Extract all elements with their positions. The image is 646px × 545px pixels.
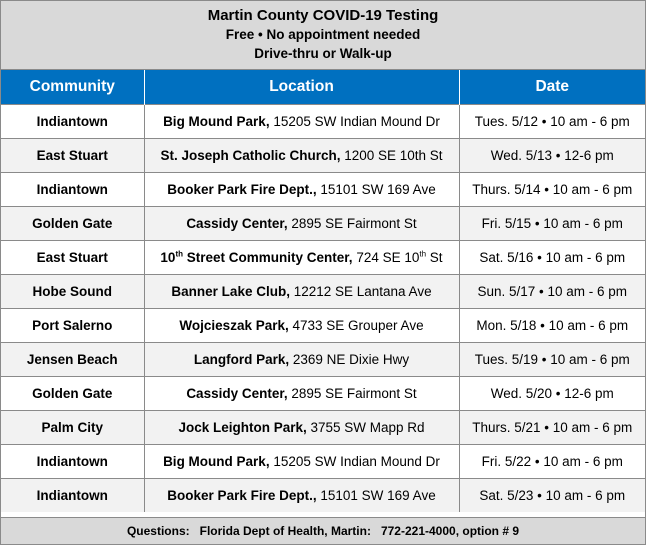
table-row xyxy=(1,275,645,309)
date-cell: Fri. 5/22 • 10 am - 6 pm xyxy=(459,445,645,479)
date-cell: Mon. 5/18 • 10 am - 6 pm xyxy=(459,309,645,343)
location-cell xyxy=(144,479,459,513)
venue-address: 2895 SE Fairmont St xyxy=(287,386,417,401)
table-row xyxy=(1,309,645,343)
column-header-location: Location xyxy=(144,70,459,105)
venue-name: Booker Park Fire Dept., xyxy=(167,488,317,503)
location-cell xyxy=(144,377,459,411)
venue-address: 15101 SW 169 Ave xyxy=(316,182,436,197)
date-cell: Thurs. 5/21 • 10 am - 6 pm xyxy=(459,411,645,445)
venue-address: 15205 SW Indian Mound Dr xyxy=(269,454,440,469)
date-cell: Thurs. 5/14 • 10 am - 6 pm xyxy=(459,173,645,207)
venue-name: Wojcieszak Park, xyxy=(179,318,289,333)
table-row xyxy=(1,173,645,207)
table-row xyxy=(1,377,645,411)
venue-name: Banner Lake Club, xyxy=(171,284,290,299)
date-cell: Wed. 5/13 • 12-6 pm xyxy=(459,139,645,173)
community-cell: Indiantown xyxy=(1,173,144,207)
location-cell xyxy=(144,139,459,173)
table-row xyxy=(1,343,645,377)
community-cell: Jensen Beach xyxy=(1,343,144,377)
column-header-date: Date xyxy=(459,70,645,105)
community-cell: Golden Gate xyxy=(1,207,144,241)
location-cell xyxy=(144,173,459,207)
community-cell: Indiantown xyxy=(1,479,144,513)
date-cell: Tues. 5/12 • 10 am - 6 pm xyxy=(459,105,645,139)
table-row xyxy=(1,411,645,445)
venue-address: 2895 SE Fairmont St xyxy=(287,216,417,231)
table-header-row xyxy=(1,70,645,105)
date-cell: Sat. 5/23 • 10 am - 6 pm xyxy=(459,479,645,513)
location-cell xyxy=(144,309,459,343)
table-row xyxy=(1,207,645,241)
table-row xyxy=(1,479,645,513)
venue-address: 3755 SW Mapp Rd xyxy=(306,420,425,435)
community-cell: East Stuart xyxy=(1,241,144,275)
venue-address: 2369 NE Dixie Hwy xyxy=(289,352,410,367)
schedule-table xyxy=(1,70,645,512)
venue-name: 10th Street Community Center, xyxy=(160,249,353,265)
location-cell xyxy=(144,411,459,445)
date-cell: Sat. 5/16 • 10 am - 6 pm xyxy=(459,241,645,275)
venue-name: Jock Leighton Park, xyxy=(178,420,307,435)
community-cell: Indiantown xyxy=(1,445,144,479)
schedule-title: Martin County COVID-19 Testing xyxy=(207,7,439,24)
location-cell xyxy=(144,105,459,139)
table-row xyxy=(1,445,645,479)
location-cell xyxy=(144,207,459,241)
date-cell: Sun. 5/17 • 10 am - 6 pm xyxy=(459,275,645,309)
date-cell: Wed. 5/20 • 12-6 pm xyxy=(459,377,645,411)
contact-footer: Questions: Florida Dept of Health, Martin: 772-221-4000, option # 9 xyxy=(1,517,645,544)
community-cell: Hobe Sound xyxy=(1,275,144,309)
table-row xyxy=(1,139,645,173)
location-cell xyxy=(144,445,459,479)
table-row xyxy=(1,241,645,275)
community-cell: East Stuart xyxy=(1,139,144,173)
venue-address: 12212 SE Lantana Ave xyxy=(289,284,432,299)
table-row xyxy=(1,105,645,139)
venue-address: 1200 SE 10th St xyxy=(340,148,443,163)
date-cell: Tues. 5/19 • 10 am - 6 pm xyxy=(459,343,645,377)
venue-name: Cassidy Center, xyxy=(186,216,288,231)
column-header-community: Community xyxy=(1,70,144,105)
community-cell: Indiantown xyxy=(1,105,144,139)
community-cell: Palm City xyxy=(1,411,144,445)
venue-name: Langford Park, xyxy=(193,352,290,367)
schedule-subtitle-free: Free • No appointment needed xyxy=(225,27,421,42)
schedule-subtitle-mode: Drive-thru or Walk-up xyxy=(254,46,392,61)
venue-address: 4733 SE Grouper Ave xyxy=(288,318,424,333)
date-cell: Fri. 5/15 • 10 am - 6 pm xyxy=(459,207,645,241)
venue-name: St. Joseph Catholic Church, xyxy=(160,148,341,163)
venue-name: Big Mound Park, xyxy=(163,454,270,469)
venue-address: 724 SE 10th St xyxy=(352,249,443,265)
venue-address: 15101 SW 169 Ave xyxy=(316,488,436,503)
community-cell: Port Salerno xyxy=(1,309,144,343)
venue-name: Booker Park Fire Dept., xyxy=(167,182,317,197)
schedule-header xyxy=(1,1,645,70)
location-cell xyxy=(144,343,459,377)
location-cell xyxy=(144,275,459,309)
community-cell: Golden Gate xyxy=(1,377,144,411)
venue-name: Cassidy Center, xyxy=(186,386,288,401)
venue-name: Big Mound Park, xyxy=(163,114,270,129)
location-cell xyxy=(144,241,459,275)
venue-address: 15205 SW Indian Mound Dr xyxy=(269,114,440,129)
